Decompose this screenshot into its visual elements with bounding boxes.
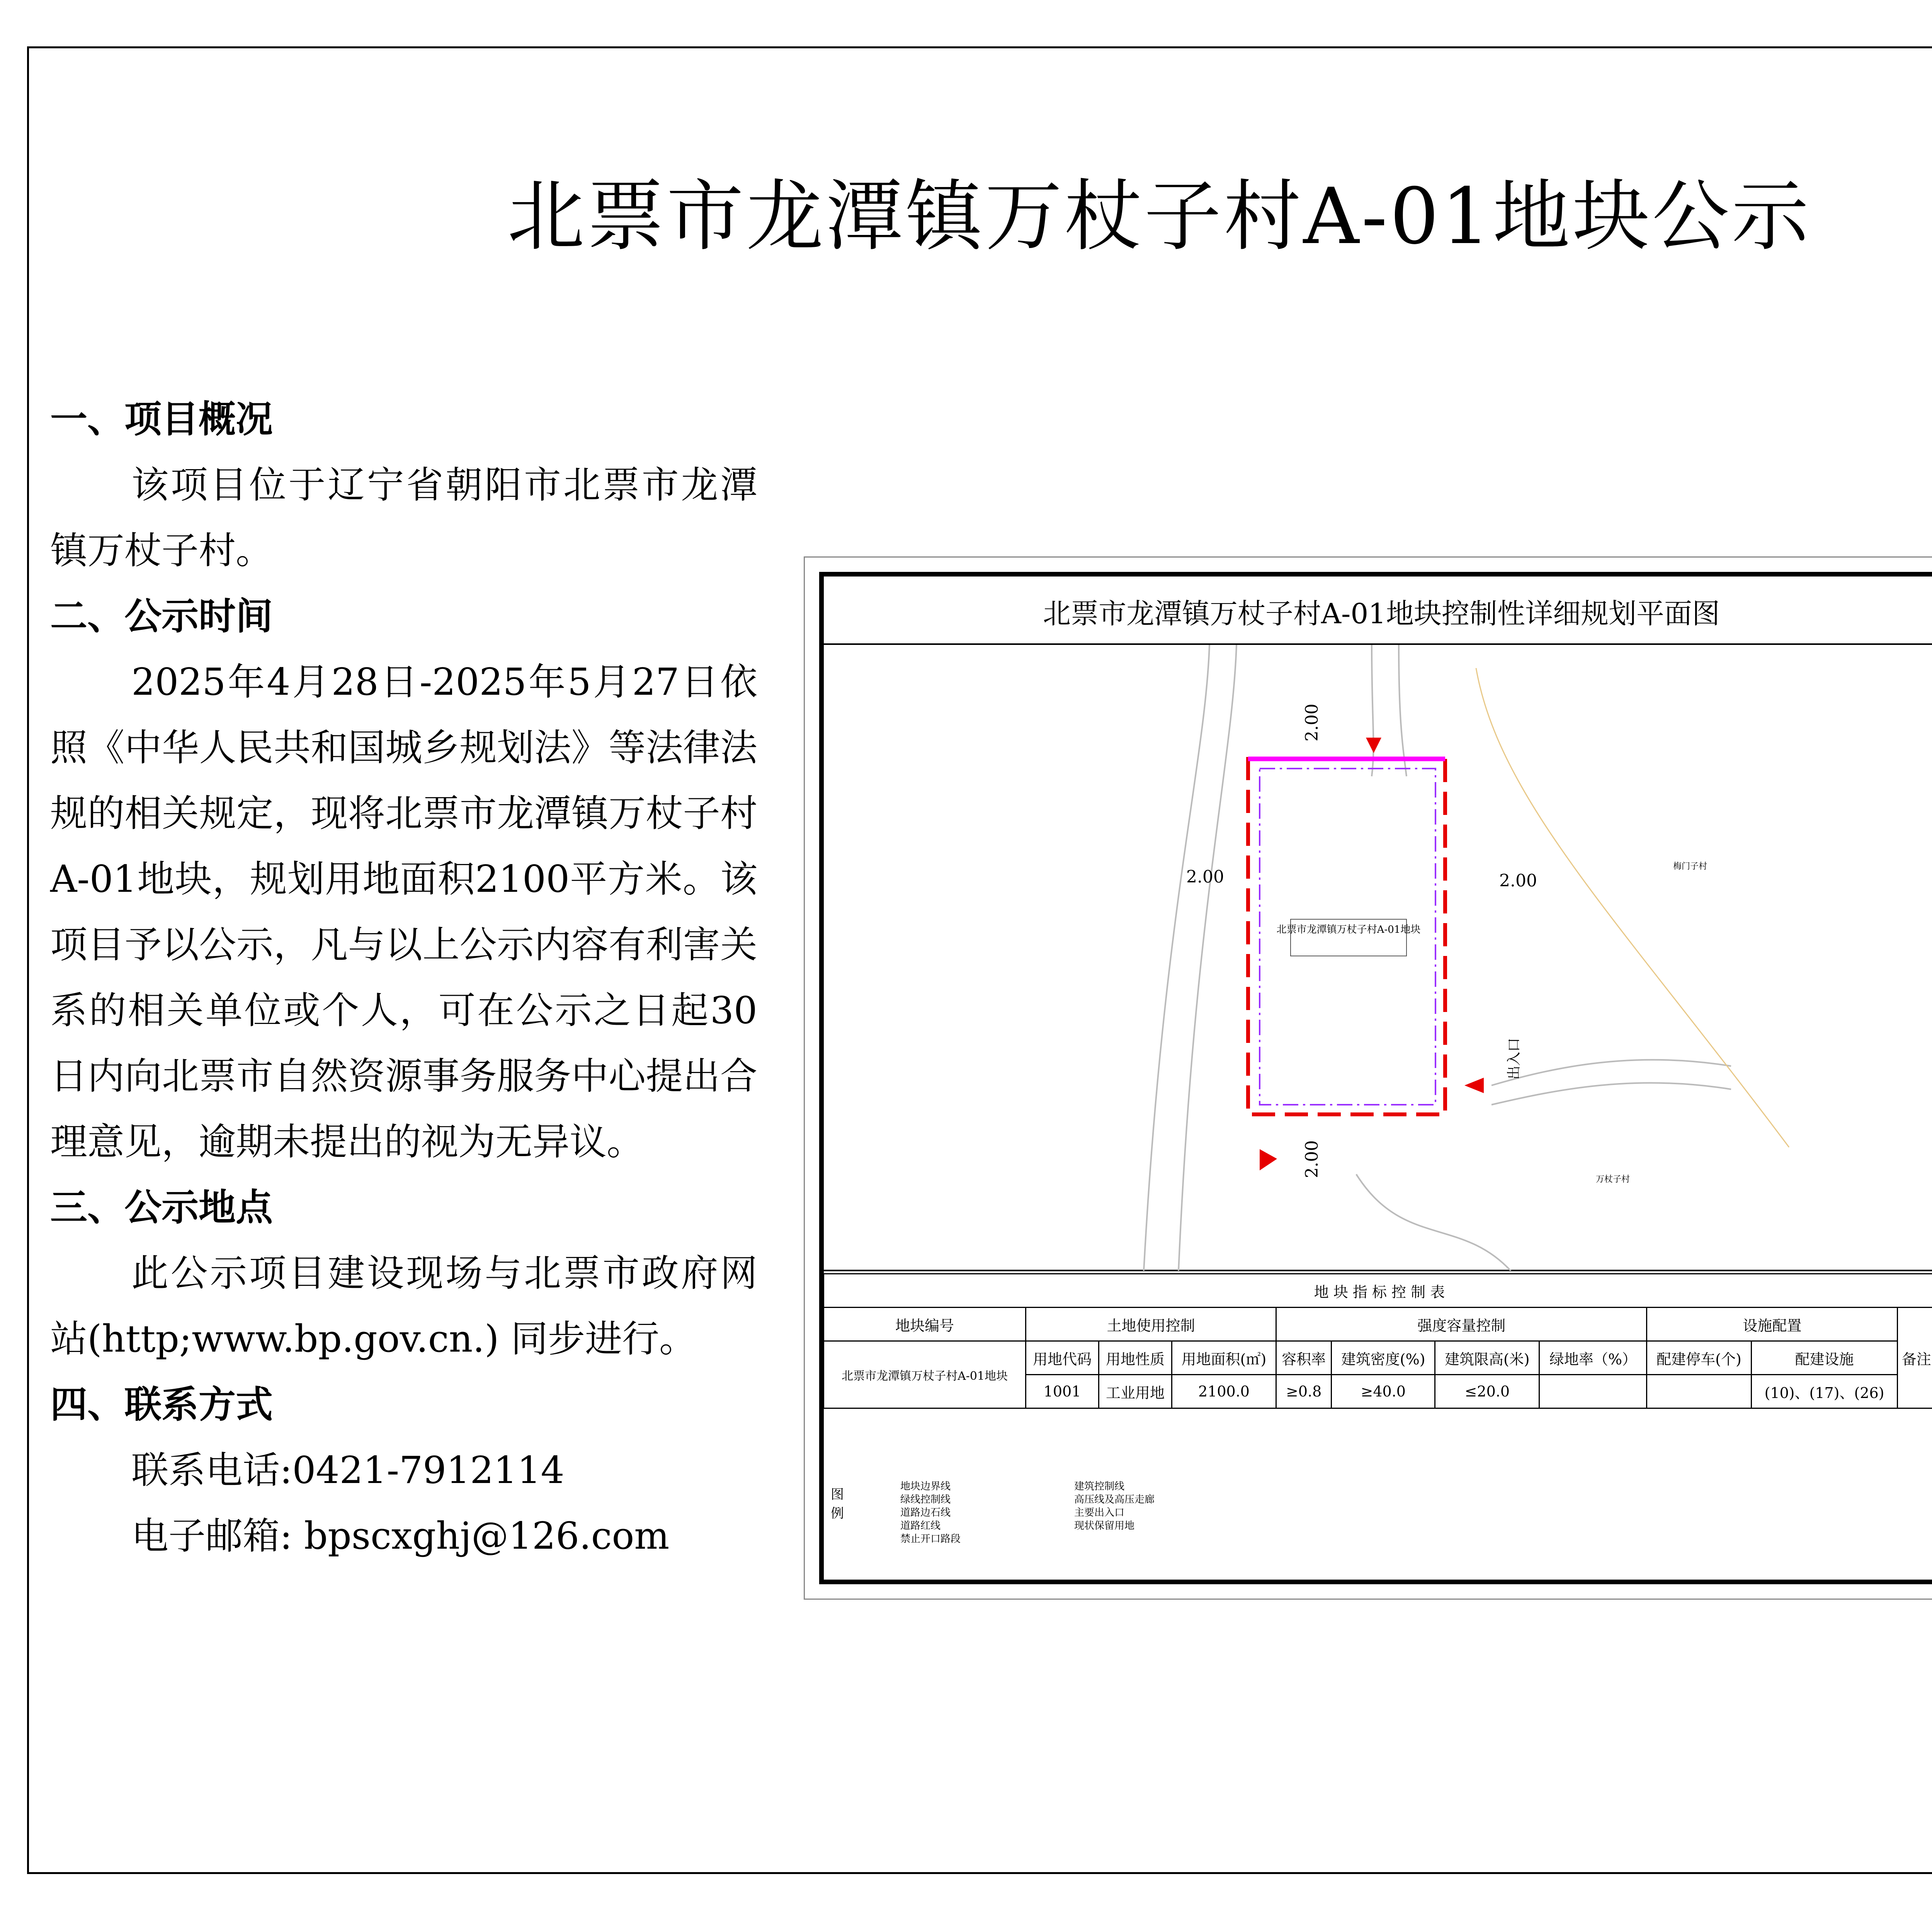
table-cell: ≤20.0 xyxy=(1435,1375,1539,1408)
col-header: 用地代码 xyxy=(1026,1341,1099,1375)
table-cell xyxy=(1539,1375,1647,1408)
map-title: 北票市龙潭镇万杖子村A-01地块控制性详细规划平面图 xyxy=(1043,597,1720,630)
section-heading: 二、公示时间 xyxy=(50,594,273,638)
col-header: 用地性质 xyxy=(1099,1341,1172,1375)
col-header: 设施配置 xyxy=(1647,1308,1898,1341)
road-line xyxy=(1492,1083,1731,1105)
legend-item: 现状保留用地 xyxy=(1074,1520,1135,1532)
legend-item: 绿线控制线 xyxy=(900,1494,951,1505)
table-cell: ≥0.8 xyxy=(1276,1375,1332,1408)
table-cell: 工业用地 xyxy=(1099,1375,1172,1408)
table-cell: 2100.0 xyxy=(1172,1375,1276,1408)
road-line xyxy=(1492,1060,1731,1085)
legend-item: 道路边石线 xyxy=(900,1507,951,1519)
dimension-label: 2.00 xyxy=(1186,867,1224,887)
legend-item: 禁止开口路段 xyxy=(900,1533,961,1545)
page-title: 北票市龙潭镇万杖子村A-01地块公示 xyxy=(507,172,1811,262)
planning-map xyxy=(804,556,1932,1600)
col-header: 绿地率（%） xyxy=(1539,1341,1647,1375)
dimension-label: 2.00 xyxy=(1499,871,1537,891)
road-line xyxy=(1356,1174,1511,1271)
table-cell: 1001 xyxy=(1026,1375,1099,1408)
legend-label: 图 例 xyxy=(831,1487,844,1521)
plot-label: 北票市龙潭镇万杖子村A-01地块 xyxy=(1276,924,1421,935)
section-body: 该项目位于辽宁省朝阳市北票市龙潭镇万杖子村。 xyxy=(50,463,757,572)
table-cell xyxy=(1647,1375,1751,1408)
dimension-label: 2.00 xyxy=(1302,1140,1322,1178)
village-label: 梅门子村 xyxy=(1673,862,1708,871)
section-body: 此公示项目建设现场与北票市政府网站(http;www.bp.gov.cn.) 同步进行。 xyxy=(50,1252,757,1361)
road-line xyxy=(1179,645,1236,1271)
entrance-label: 出入口 xyxy=(1506,1037,1522,1080)
col-header: 容积率 xyxy=(1276,1341,1332,1375)
section-body: 2025年4月28日-2025年5月27日依照《中华人民共和国城乡规划法》等法律法规的相关规定，现将北票市龙潭镇万杖子村A-01地块，规划用地面积2100平方米。该项目予以公示，凡与以上公示内容有利害关系的相关单位或个人，可在公示之日起30日内向北票市自然资源事务服务中心提出合理意见，逾期未提出的视为无异议。 xyxy=(50,660,757,1163)
col-header: 土地使用控制 xyxy=(1026,1308,1276,1341)
entrance-arrow xyxy=(1464,1078,1484,1093)
col-header: 强度容量控制 xyxy=(1276,1308,1647,1341)
legend-item: 地块边界线 xyxy=(900,1481,951,1492)
plan-drawing xyxy=(823,643,1932,1271)
col-header: 建筑密度(%) xyxy=(1332,1341,1435,1375)
contact-phone: 联系电话:0421-7912114 xyxy=(131,1449,565,1492)
entrance-arrow xyxy=(1366,738,1381,753)
col-header: 配建停车(个) xyxy=(1647,1341,1751,1375)
table-cell: (10)、(17)、(26) xyxy=(1751,1375,1898,1408)
col-header: 配建设施 xyxy=(1751,1341,1898,1375)
legend-item: 建筑控制线 xyxy=(1074,1481,1125,1492)
table-caption: 地 块 指 标 控 制 表 xyxy=(824,1274,1932,1308)
section-heading: 四、联系方式 xyxy=(50,1383,273,1426)
entrance-arrow xyxy=(1260,1149,1277,1170)
legend-item: 高压线及高压走廊 xyxy=(1074,1494,1155,1505)
col-header: 用地面积(㎡) xyxy=(1172,1341,1276,1375)
legend-item: 主要出入口 xyxy=(1074,1507,1125,1519)
section-heading: 三、公示地点 xyxy=(50,1185,273,1229)
col-header: 建筑限高(米) xyxy=(1435,1341,1539,1375)
col-header: 备注 xyxy=(1898,1308,1932,1408)
pipeline-line xyxy=(1476,668,1789,1147)
announcement-text xyxy=(50,386,757,1569)
village-label: 万杖子村 xyxy=(1596,1175,1630,1184)
contact-email: 电子邮箱: bpscxghj@126.com xyxy=(131,1514,670,1558)
table-cell: ≥40.0 xyxy=(1332,1375,1435,1408)
road-line xyxy=(1144,645,1209,1271)
section-heading: 一、项目概况 xyxy=(50,397,273,441)
control-table xyxy=(823,1273,1932,1409)
table-cell: 北票市龙潭镇万杖子村A-01地块 xyxy=(824,1341,1026,1408)
col-header: 地块编号 xyxy=(824,1308,1026,1341)
legend-item: 道路红线 xyxy=(900,1520,941,1532)
dimension-label: 2.00 xyxy=(1302,704,1322,742)
plan-svg xyxy=(823,645,1932,1271)
